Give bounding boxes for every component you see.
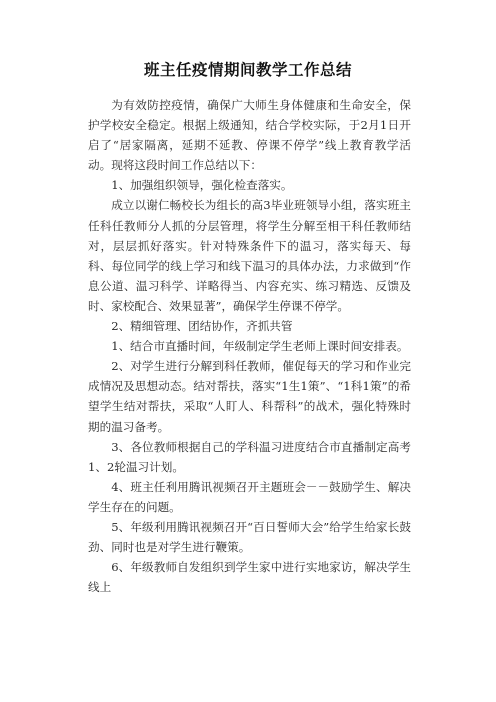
paragraph-heading-1: 1、加强组织领导，强化检查落实。 (111, 178, 293, 193)
document-title: 班主任疫情期间教学工作总结 (143, 60, 352, 79)
paragraph-item-1: 1、结合市直播时间，年级制定学生老师上课时间安排表。 (111, 339, 409, 354)
paragraph-leadership: 成立以谢仁畅校长为组长的高3毕业班领导小组，落实班主任科任教师分人抓的分层管理，将学生分解至相干科任教师结对，层层抓好落实。针对特殊条件下的温习，落实每天、每科、每位同学的线上学习和线下温习的具体办法，力求做到“作息公道、温习科学、详略得当、内容充实、练习精选、反馈及时、家校配合、效果显著”，确保学生停课不停学。 (88, 198, 411, 313)
paragraph-item-2: 2、对学生进行分解到科任教师，催促每天的学习和作业完成情况及思想动态。结对帮扶，落实“1生1策”、“1科1策”的希望学生结对帮扶，采取“人盯人、科帮科”的战术，强化特殊时期的温习备考。 (88, 359, 411, 434)
paragraph-item-4: 4、班主任利用腾讯视频召开主题班会－－鼓励学生、解决学生存在的问题。 (88, 479, 411, 514)
paragraph-intro: 为有效防控疫情，确保广大师生身体健康和生命安全，保护学校安全稳定。根据上级通知，结合学校实际，于2月1日开启了“居家隔离，延期不延教、停课不停学”线上教育教学活动。现将这段时间工作总结以下： (88, 98, 411, 173)
paragraph-item-5: 5、年级利用腾讯视频召开“百日誓师大会”给学生给家长鼓劲、同时也是对学生进行鞭策。 (88, 519, 411, 555)
paragraph-heading-2: 2、精细管理、团结协作，齐抓共管 (111, 319, 293, 334)
paragraph-item-6: 6、年级教师自发组织到学生家中进行实地家访，解决学生线上 (88, 560, 411, 595)
paragraph-item-3: 3、各位教师根据自己的学科温习进度结合市直播制定高考1、2轮温习计划。 (88, 439, 411, 474)
document-body (88, 95, 411, 597)
